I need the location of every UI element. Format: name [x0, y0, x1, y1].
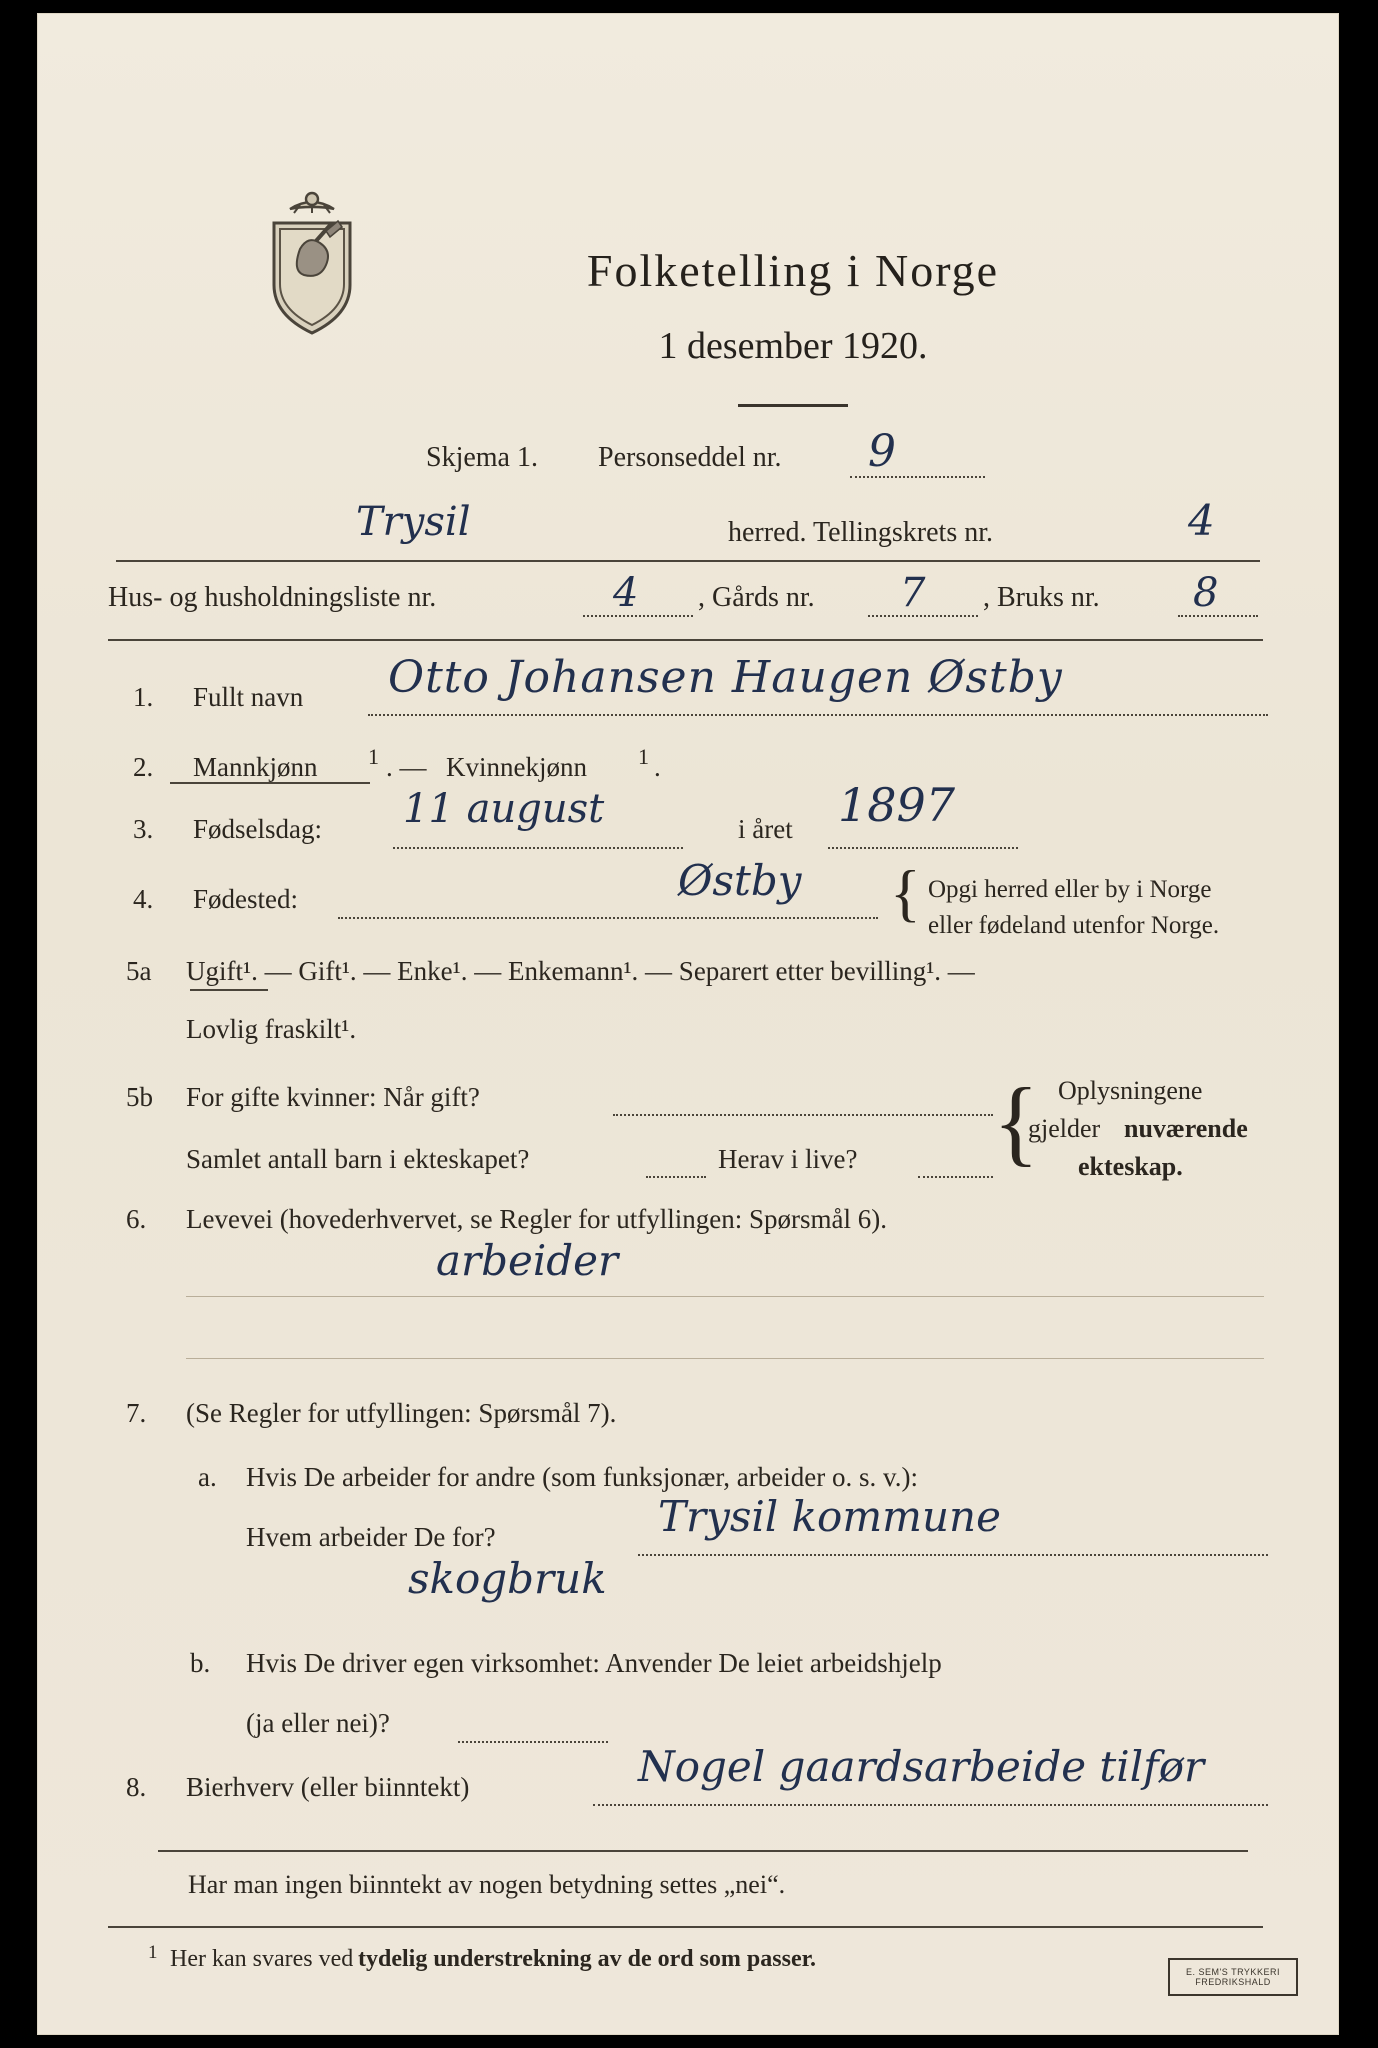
footer-rule-top: [158, 1850, 1248, 1852]
q5b-alive-label: Herav i live?: [718, 1144, 858, 1174]
q7a-line: [638, 1554, 1268, 1556]
q1-label: Fullt navn: [193, 682, 304, 712]
header-bottom-rule: [108, 639, 1263, 641]
q3-date-line: [393, 847, 683, 849]
q4-value: Østby: [678, 856, 802, 905]
page-title: Folketelling i Norge: [586, 245, 1000, 296]
footer-note: Har man ingen biinntekt av nogen betydning settes „nei“.: [188, 1870, 786, 1899]
q4-number: 4.: [133, 884, 154, 914]
house-list-label: Hus- og husholdningsliste nr.: [108, 582, 437, 613]
krets-no-value: 4: [1188, 496, 1215, 545]
q5b-line: [613, 1114, 993, 1116]
q3-number: 3.: [133, 814, 154, 844]
q1-number: 1.: [133, 682, 154, 712]
q2-dash: . —: [386, 752, 427, 782]
q7b-letter: b.: [190, 1648, 211, 1678]
q6-line2: [186, 1358, 1264, 1359]
q8-line: [593, 1804, 1268, 1806]
q2-label-female: Kvinnekjønn: [446, 752, 587, 782]
q8-label: Bierhverv (eller biinntekt): [186, 1772, 470, 1802]
q4-label: Fødested:: [193, 884, 298, 914]
q4-line: [338, 917, 878, 919]
q3-year-label: i året: [738, 814, 793, 844]
q6-value: arbeider: [436, 1236, 619, 1285]
q5a-number: 5a: [126, 956, 152, 986]
fine-print-bold: tydelig understrekning av de ord som passer.: [358, 1946, 817, 1972]
fine-print-pre: Her kan svares ved: [170, 1946, 354, 1972]
schema-label: Skjema 1.: [426, 442, 538, 473]
bruks-no-value: 8: [1193, 570, 1219, 616]
person-seddel-label: Personseddel nr.: [598, 442, 782, 473]
q7b-label2: (ja eller nei)?: [246, 1708, 390, 1738]
q5a-options-cont: Lovlig fraskilt¹.: [186, 1014, 357, 1044]
q6-label: Levevei (hovederhvervet, se Regler for utfyllingen: Spørsmål 6).: [186, 1204, 888, 1234]
q4-brace: {: [890, 857, 921, 928]
q3-year-value: 1897: [838, 778, 956, 832]
q2-male-underline: [170, 782, 370, 784]
q7a-letter: a.: [198, 1462, 217, 1492]
gaard-no-value: 7: [900, 570, 926, 616]
printer-stamp-line1: E. SEM'S TRYKKERI: [1186, 1967, 1280, 1977]
q1-value: Otto Johansen Haugen Østby: [388, 652, 1063, 703]
q2-label-male: Mannkjønn: [193, 752, 318, 782]
herred-label: herred. Tellingskrets nr.: [728, 517, 994, 548]
q2-female-superscript: 1: [638, 744, 649, 769]
footer-rule-bottom: [108, 1926, 1263, 1928]
q3-label: Fødselsdag:: [193, 814, 323, 844]
q5b-note-line1: Oplysningene: [1058, 1076, 1203, 1105]
document-page: [38, 14, 1338, 2034]
q1-line: [368, 714, 1268, 716]
printer-stamp: [1168, 1958, 1298, 1996]
house-no-value: 4: [613, 570, 639, 616]
q5b-note-line2: gjelder: [1028, 1114, 1101, 1143]
q4-note-line2: eller fødeland utenfor Norge.: [928, 912, 1220, 939]
q7a-label: Hvis De arbeider for andre (som funksjonær, arbeider o. s. v.):: [246, 1462, 918, 1492]
q3-date-value: 11 august: [403, 786, 605, 832]
herred-rule: [116, 560, 1260, 562]
q7-number: 7.: [126, 1398, 147, 1428]
form-sheet: [38, 14, 1338, 2034]
q6-line1: [186, 1296, 1264, 1297]
q5b-note-line3: ekteskap.: [1078, 1152, 1183, 1181]
q7b-label: Hvis De driver egen virksomhet: Anvender De leiet arbeidshjelp: [246, 1648, 942, 1678]
herred-value: Trysil: [356, 499, 471, 545]
q6-number: 6.: [126, 1204, 147, 1234]
person-no-value: 9: [868, 426, 896, 477]
page-subtitle: 1 desember 1920.: [658, 325, 928, 367]
q5b-number: 5b: [126, 1082, 153, 1112]
q5b-note-line2-bold: nuværende: [1124, 1114, 1248, 1143]
gaard-label: , Gårds nr.: [698, 582, 815, 613]
q7a-label2: Hvem arbeider De for?: [246, 1522, 496, 1552]
printer-stamp-line2: FREDRIKSHALD: [1195, 1977, 1271, 1987]
q4-note-line1: Opgi herred eller by i Norge: [928, 876, 1212, 903]
q2-male-superscript: 1: [368, 744, 379, 769]
q2-number: 2.: [133, 752, 154, 782]
q8-number: 8.: [126, 1772, 147, 1802]
q5a-ugift-underline: [190, 989, 268, 991]
fine-print-superscript: 1: [148, 1942, 158, 1963]
bruks-label: , Bruks nr.: [983, 582, 1100, 613]
q7b-line: [458, 1741, 608, 1743]
title-divider: [738, 404, 848, 407]
q5b-children-line: [646, 1176, 706, 1178]
q7-label: (Se Regler for utfyllingen: Spørsmål 7).: [186, 1398, 617, 1428]
q7a-value2: skogbruk: [408, 1554, 607, 1603]
coat-of-arms-icon: [260, 189, 364, 337]
q3-year-line: [828, 847, 1018, 849]
q5a-options: Ugift¹. — Gift¹. — Enke¹. — Enkemann¹. — Separert etter bevilling¹. —: [186, 956, 975, 986]
q5b-alive-line: [918, 1176, 993, 1178]
q5b-children-label: Samlet antall barn i ekteskapet?: [186, 1144, 530, 1174]
q8-value: Nogel gaardsarbeide tilfør: [638, 1742, 1205, 1791]
q5b-label: For gifte kvinner: Når gift?: [186, 1082, 480, 1112]
q2-period: .: [654, 752, 661, 782]
q7a-value: Trysil kommune: [658, 1492, 1001, 1541]
q5b-brace: {: [993, 1068, 1040, 1175]
